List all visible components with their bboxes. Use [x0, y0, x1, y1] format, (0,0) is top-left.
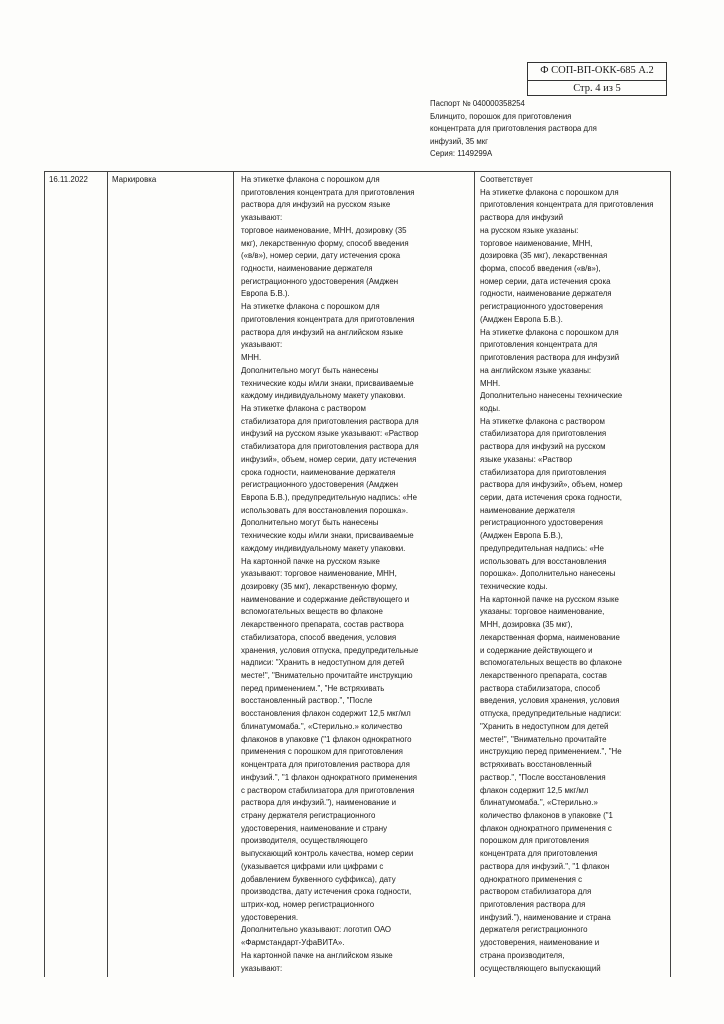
text-line: флакон однократного применения с	[480, 823, 612, 833]
text-line: использовать для восстановления	[480, 556, 607, 566]
text-line: стабилизатора для приготовления раствора для	[241, 416, 419, 426]
text-line: производства, дату истечения срока годности,	[241, 887, 412, 897]
text-line: коды.	[480, 403, 501, 413]
text-line: раствора для инфузий.", "1 флакон	[480, 861, 610, 871]
text-line: концентрата для приготовления раствора для	[241, 760, 410, 770]
text-line: порошком для приготовления	[480, 836, 589, 846]
text-line: удостоверения, наименование и страну	[241, 823, 388, 833]
section-column	[107, 172, 233, 977]
text-line: стабилизатора для приготовления раствора для	[241, 442, 419, 452]
text-line: раствор.", "После восстановления	[480, 772, 606, 782]
text-line: концентрата для приготовления	[480, 849, 598, 859]
text-line: МНН, дозировка (35 мкг),	[480, 620, 573, 630]
text-line: инфузий."), наименование и страна	[480, 912, 611, 922]
text-line: указывают: торговое наименование, МНН,	[241, 569, 397, 579]
text-line: на русском языке указаны:	[480, 225, 579, 235]
text-line: На этикетке флакона с порошком для	[480, 327, 619, 337]
text-line: введения, условия хранения, условия	[480, 696, 620, 706]
passport-line: инфузий, 35 мкг	[430, 136, 488, 146]
result-column	[474, 172, 672, 977]
text-line: торговое наименование, МНН, дозировку (35	[241, 225, 407, 235]
text-line: технические коды.	[480, 582, 548, 591]
text-line: приготовления раствора для инфузий	[480, 353, 620, 363]
text-line: На этикетке флакона с раствором	[241, 403, 366, 413]
text-line: стабилизатора для приготовления	[480, 467, 607, 477]
text-line: на английском языке указаны:	[480, 365, 592, 375]
text-line: вспомогательных веществ во флаконе	[241, 607, 383, 617]
text-line: дозировка (35 мкг), лекарственная	[480, 251, 608, 261]
inspection-table	[44, 171, 671, 977]
text-line: регистрационного удостоверения	[480, 302, 603, 312]
text-line: регистрационного удостоверения	[480, 518, 603, 528]
result-text	[475, 172, 672, 975]
text-line: инструкцию перед применением.", "Не	[480, 747, 622, 757]
text-line: восстановления флакон содержит 12,5 мкг/мл	[241, 709, 411, 719]
text-line: раствора стабилизатора, способ	[480, 683, 601, 693]
text-line: инфузий.", "1 флакон однократного применения	[241, 772, 418, 782]
text-line: добавлением буквенного суффикса), дату	[241, 874, 396, 884]
text-line: применения с порошком для приготовления	[241, 747, 403, 757]
text-line: На этикетке флакона с порошком для	[480, 187, 619, 197]
text-line: наименование и содержание действующего и	[241, 594, 410, 604]
text-line: срока годности, наименование держателя	[241, 467, 396, 477]
text-line: выпускающий контроль качества, номер серии	[241, 849, 414, 859]
text-line: предупредительная надпись: «Не	[480, 543, 604, 553]
text-line: Соответствует	[480, 175, 533, 184]
text-line: встряхивать восстановленный	[480, 760, 592, 770]
text-line: На картонной пачке на русском языке	[480, 594, 619, 604]
text-line: Дополнительно могут быть нанесены	[241, 365, 379, 375]
text-line: приготовления раствора для	[480, 899, 586, 909]
text-line: На этикетке флакона с порошком для	[241, 302, 380, 312]
text-line: МНН.	[241, 353, 262, 363]
text-line: отпуска, предупредительные надписи:	[480, 709, 622, 719]
text-line: технические коды и/или знаки, присваиваемые	[241, 378, 414, 388]
text-line: мкг), лекарственную форму, способ введения	[241, 238, 409, 248]
page-number: Стр. 4 из 5	[528, 80, 666, 97]
text-line: удостоверения, наименование и	[480, 938, 600, 948]
passport-info	[430, 98, 620, 161]
text-line: серии, дата истечения срока годности,	[480, 492, 622, 502]
text-line: раствора для инфузий на английском языке	[241, 327, 404, 337]
text-line: штрих-код, номер регистрационного	[241, 899, 375, 909]
text-line: (Амджен Европа Б.В.).	[480, 314, 563, 324]
text-line: МНН.	[480, 378, 501, 388]
text-line: вспомогательных веществ во флаконе	[480, 658, 622, 668]
text-line: блинатумомаба.", «Стерильно.»	[480, 798, 598, 808]
text-line: дозировку (35 мкг), лекарственную форму,	[241, 582, 398, 591]
text-line: держателя регистрационного	[480, 925, 588, 935]
text-line: языке указаны: «Раствор	[480, 454, 573, 464]
text-line: годности, наименование держателя	[241, 264, 373, 274]
text-line: форма, способ введения («в/в»),	[480, 264, 601, 274]
text-line: флаконов в упаковке ("1 флакон однократного	[241, 734, 412, 744]
text-line: надписи: "Хранить в недоступном для детей	[241, 658, 405, 668]
text-line: указывают:	[241, 340, 283, 350]
text-line: номер серии, дата истечения срока	[480, 276, 611, 286]
date-column	[45, 172, 107, 977]
text-line: Дополнительно указывают: логотип ОАО	[241, 925, 392, 935]
text-line: использовать для восстановления порошка».	[241, 505, 409, 515]
text-line: На картонной пачке на английском языке	[241, 950, 393, 960]
text-line: приготовления концентрата для	[480, 340, 598, 350]
text-line: перед применением.", "Не встряхивать	[241, 683, 385, 693]
passport-line: Паспорт № 040000358254	[430, 99, 525, 108]
text-line: удостоверения.	[241, 912, 299, 922]
document-code: Ф СОП-ВП-ОКК-685 А.2	[540, 65, 654, 76]
text-line: Дополнительно могут быть нанесены	[241, 518, 379, 528]
text-line: страна производителя,	[480, 950, 565, 960]
passport-line: Блинцито, порошок для приготовления	[430, 111, 572, 121]
text-line: стабилизатора для приготовления	[480, 429, 607, 439]
inspection-date: 16.11.2022	[49, 175, 88, 184]
text-line: указывают:	[241, 213, 283, 223]
text-line: флакон содержит 12,5 мкг/мл	[480, 785, 589, 795]
text-line: регистрационного удостоверения (Амджен	[241, 480, 399, 490]
text-line: технические коды и/или знаки, присваиваемые	[241, 531, 414, 541]
text-line: каждому индивидуальному макету упаковки.	[241, 391, 406, 401]
text-line: лекарственного препарата, состав раствора	[241, 620, 404, 630]
text-line: указаны: торговое наименование,	[480, 607, 605, 617]
passport-line: концентрата для приготовления раствора для	[430, 124, 597, 133]
text-line: Дополнительно нанесены технические	[480, 391, 623, 401]
requirement-column	[233, 172, 474, 977]
text-line: Европа Б.В.).	[241, 289, 290, 299]
text-line: раствора для инфузий на русском	[480, 442, 606, 452]
text-line: раствора для инфузий», объем, номер	[480, 480, 623, 490]
text-line: инфузий на русском языке указывают: «Раствор	[241, 429, 419, 439]
text-line: восстановленный раствор.", "После	[241, 696, 373, 706]
text-line: торговое наименование, МНН,	[480, 238, 593, 248]
text-line: лекарственного препарата, состав	[480, 671, 607, 681]
text-line: лекарственная форма, наименование	[480, 632, 620, 642]
text-line: регистрационного удостоверения (Амджен	[241, 276, 399, 286]
text-line: раствором стабилизатора для	[480, 887, 592, 897]
text-line: порошка». Дополнительно нанесены	[480, 569, 616, 579]
text-line: наименование держателя	[480, 505, 575, 515]
text-line: количество флаконов в упаковке ("1	[480, 810, 613, 820]
text-line: месте!", "Внимательно прочитайте	[480, 734, 607, 744]
section-name: Маркировка	[112, 175, 157, 184]
text-line: раствора для инфузий на русском языке	[241, 200, 391, 210]
text-line: приготовления концентрата для приготовления	[480, 200, 654, 210]
text-line: На этикетке флакона с раствором	[480, 416, 605, 426]
text-line: (указывается цифрами или цифрами с	[241, 861, 384, 871]
text-line: На картонной пачке на русском языке	[241, 556, 380, 566]
passport-line: Серия: 1149299А	[430, 149, 493, 158]
text-line: блинатумомаба.", «Стерильно.» количество	[241, 721, 403, 731]
requirement-text	[234, 172, 474, 975]
text-line: месте!", "Внимательно прочитайте инструкцию	[241, 671, 413, 681]
text-line: "Хранить в недоступном для детей	[480, 721, 609, 731]
text-line: На этикетке флакона с порошком для	[241, 175, 380, 184]
text-line: указывают:	[241, 963, 283, 973]
text-line: раствора для инфузий	[480, 213, 564, 223]
text-line: хранения, условия отпуска, предупредительные	[241, 645, 419, 655]
text-line: Европа Б.В.), предупредительную надпись: «Не	[241, 492, 417, 502]
text-line: инфузий», объем, номер серии, дату истечения	[241, 454, 417, 464]
text-line: осуществляющего выпускающий	[480, 963, 601, 973]
text-line: приготовления концентрата для приготовления	[241, 314, 415, 324]
text-line: годности, наименование держателя	[480, 289, 612, 299]
text-line: с раствором стабилизатора для приготовления	[241, 785, 415, 795]
text-line: («в/в»), номер серии, дату истечения срока	[241, 251, 401, 261]
text-line: и содержание действующего и	[480, 645, 593, 655]
text-line: стабилизатора, способ введения, условия	[241, 632, 397, 642]
text-line: раствора для инфузий."), наименование и	[241, 798, 396, 808]
text-line: однократного применения с	[480, 874, 583, 884]
text-line: каждому индивидуальному макету упаковки.	[241, 543, 406, 553]
text-line: (Амджен Европа Б.В.),	[480, 531, 563, 541]
text-line: приготовления концентрата для приготовления	[241, 187, 415, 197]
document-code-box	[527, 62, 667, 96]
text-line: «Фармстандарт-УфаВИТА».	[241, 938, 345, 948]
text-line: производителя, осуществляющего	[241, 836, 368, 846]
text-line: страну держателя регистрационного	[241, 810, 376, 820]
